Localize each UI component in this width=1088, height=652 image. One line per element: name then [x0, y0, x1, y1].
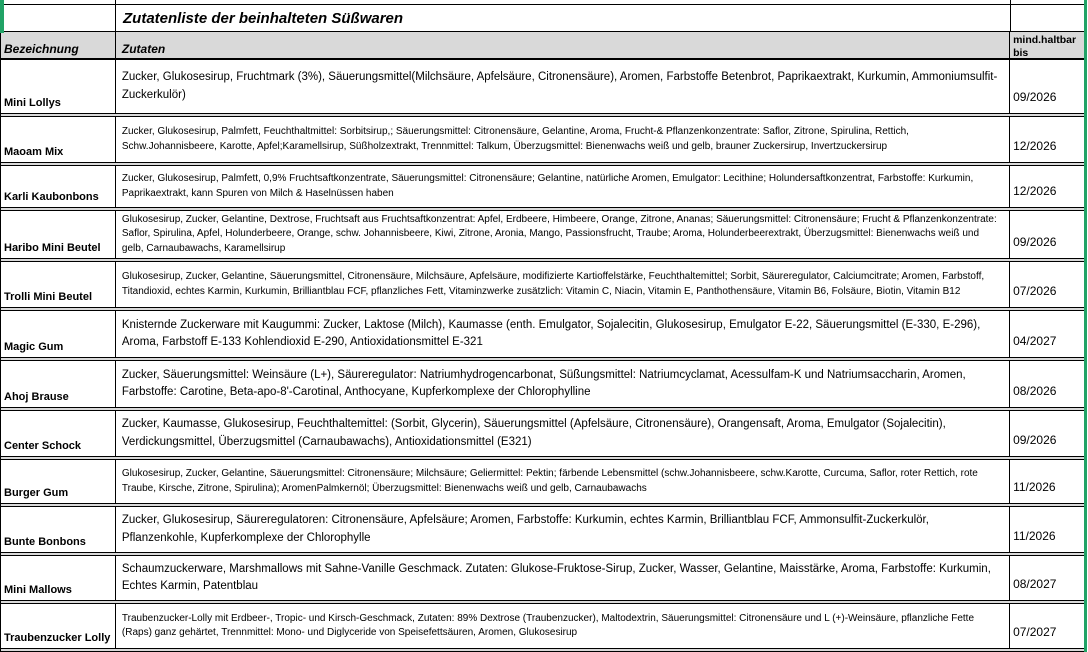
ingredients-text: Zucker, Kaumasse, Glukosesirup, Feuchthaltemittel: (Sorbit, Glycerin), Säuerungsmittel (Apfelsäure, Citronensäure), Orangensaft, Aroma, Emulgator (Sojalecitin), Verdickungsmittel, Überzugsmittel (Carnaubawachs), Antioxidationsmittel (E321) — [121, 418, 946, 448]
ingredients-text: Glukosesirup, Zucker, Gelantine, Säuerungsmittel: Citronensäure; Milchsäure; Geliermittel: Pektin; färbende Lebensmittel (schw.Johannisbeere, schw.Karotte, Curcuma, Saflor, roter Rettich, rote Traube, Kirsche, Zitrone, Spirulina); AromenPalmkernöl; Überzugsmittel: Bienenwachs weiß und gelb, Carnaubawachs — [121, 468, 978, 494]
best-before-value[interactable]: 07/2026 — [1013, 284, 1057, 298]
table-row — [1, 507, 1085, 552]
best-before-value[interactable]: 07/2027 — [1013, 625, 1057, 639]
table-row — [1, 361, 1085, 407]
title-row-empty-cell[interactable] — [1, 5, 116, 31]
print-area-marker-left — [0, 0, 4, 33]
ingredients-cell[interactable] — [116, 211, 1010, 258]
table-row — [1, 311, 1085, 357]
table-row — [1, 556, 1085, 600]
best-before-value[interactable]: 08/2027 — [1013, 577, 1057, 591]
ingredients-cell[interactable] — [116, 262, 1010, 307]
table-header — [1, 32, 1085, 60]
ingredients-cell[interactable] — [116, 60, 1010, 113]
ingredients-text: Schaumzuckerware, Marshmallows mit Sahne-Vanille Geschmack. Zutaten: Glukose-Fruktose-Sirup, Zucker, Wasser, Gelantine, Maisstärke, Aroma, Farbstoffe: Kurkumin, Echtes Karmin, Patentblau — [121, 562, 991, 592]
title-row — [1, 5, 1085, 32]
ingredients-text: Zucker, Säuerungsmittel: Weinsäure (L+), Säureregulator: Natriumhydrogencarbonat, Süßungsmittel: Natriumcyclamat, Acessulfam-K und Natriumsaccharin, Aromen, Farbstoffe: Carotine, Beta-apo-8'-Carotinal, Anthocyane, Kupferkomplexe der Chlorophylline — [121, 368, 966, 398]
best-before-value[interactable]: 04/2027 — [1013, 334, 1057, 348]
product-name[interactable]: Ahoj Brause — [1, 361, 116, 407]
column-header-zutaten[interactable]: Zutaten — [116, 32, 1010, 58]
ingredients-cell[interactable] — [116, 311, 1010, 357]
ingredients-text: Zucker, Glukosesirup, Säureregulatoren: Citronensäure, Apfelsäure; Aromen, Farbstoffe: Kurkumin, echtes Karmin, Brilliantblau FCF, Ammonsulfit-Zuckerkulör, Pflanzenkohle, Kupferkomplexe der Chlorophylle — [121, 514, 929, 544]
table-row — [1, 411, 1085, 456]
ingredients-text: Glukosesirup, Zucker, Gelantine, Dextrose, Fruchtsaft aus Fruchtsaftkonzentrat: Apfel, Erdbeere, Himbeere, Orange, Zitrone, Ananas; Säuerungsmittel: Citronensäure; Frucht & Pflanzenkonzentrate: Saflor, Spirulina, Apfel, Holunderbeere, Orange, schw. Johannisbeere, Kiwi, Zitrone, Aronia, Mango, Passionsfrucht, Traube; Aroma, Holunderbeerextrakt, Überzugsmittel: Bienenwachs weiß und gelb, Carnaubawachs, Karamellsirup — [121, 213, 997, 254]
best-before-value[interactable]: 11/2026 — [1013, 529, 1056, 543]
product-name[interactable]: Bunte Bonbons — [1, 507, 116, 552]
ingredients-cell[interactable] — [116, 604, 1010, 648]
print-area-marker-right — [1084, 0, 1087, 652]
best-before-value[interactable]: 08/2026 — [1013, 384, 1057, 398]
product-name[interactable]: Trolli Mini Beutel — [1, 262, 116, 307]
ingredients-text: Zucker, Glukosesirup, Palmfett, 0,9% Fruchtsaftkonzentrate, Säuerungsmittel: Citronensäure; Gelantine, natürliche Aromen, Emulgator: Lecithine; Holundersaftkonzentrat, Farbstoffe: Kurkumin, Paprikaextrakt, kann Spuren von Milch & Haselnüssen haben — [121, 173, 974, 199]
ingredients-text: Knisternde Zuckerware mit Kaugummi: Zucker, Laktose (Milch), Kaumasse (enth. Emulgator, Sojalecitin, Glukosesirup, Emulgator E-22, Säuerungsmittel (E-330, E-296), Aroma, Farbstoff E-133 Kohlendioxid E-290, Antioxidationsmittel E-321 — [121, 318, 981, 348]
page-title[interactable]: Zutatenliste der beinhalteten Süßwaren — [116, 5, 1011, 31]
ingredients-cell[interactable] — [116, 507, 1010, 552]
table-row — [1, 211, 1085, 258]
table-body — [1, 60, 1085, 652]
table-row — [1, 60, 1085, 113]
ingredients-cell[interactable] — [116, 460, 1010, 503]
product-name[interactable]: Maoam Mix — [1, 117, 116, 162]
ingredients-text: Traubenzucker-Lolly mit Erdbeer-, Tropic- und Kirsch-Geschmack, Zutaten: 89% Dextrose (Traubenzucker), Maltodextrin, Säuerungsmittel: Citronensäure und L (+)-Weinsäure, pflanzliche Fette (Raps) ganz gehärtet, Trennmittel: Mono- und Diglyceride von Speisefettsäuren, Aromen, Glukosesirup — [121, 612, 975, 638]
product-name[interactable]: Karli Kaubonbons — [1, 166, 116, 207]
best-before-value[interactable]: 09/2026 — [1013, 235, 1057, 249]
product-name[interactable]: Traubenzucker Lolly — [1, 604, 116, 648]
product-name[interactable]: Mini Mallows — [1, 556, 116, 600]
column-header-best-before[interactable]: mind.haltbar bis — [1013, 34, 1077, 59]
row-separator — [1, 648, 1086, 652]
ingredients-text: Zucker, Glukosesirup, Fruchtmark (3%), Säuerungsmittel(Milchsäure, Apfelsäure, Citronensäure), Aromen, Farbstoffe Betenbrot, Paprikaextrakt, Kurkumin, Ammoniumsulfit-Zuckerkulör) — [121, 71, 998, 101]
table-row — [1, 166, 1085, 207]
ingredients-text: Zucker, Glukosesirup, Palmfett, Feuchthaltmittel: Sorbitsirup,; Säuerungsmittel: Citronensäure, Gelantine, Aroma, Frucht-& Pflanzenkonzentrate: Saflor, Zitrone, Spirulina, Rettich, Schw.Johannisbeere, Karotte, Apfel;Karamellsirup, Süßholzextrakt, Trennmittel: Talkum, Überzugsmittel: Bienenwachs weiß und gelb, brauner Zuckersirup, Invertzuckersirup — [121, 126, 909, 152]
table-row — [1, 117, 1085, 162]
ingredients-cell[interactable] — [116, 361, 1010, 407]
best-before-value[interactable]: 12/2026 — [1013, 184, 1057, 198]
product-name[interactable]: Center Schock — [1, 411, 116, 456]
ingredients-cell[interactable] — [116, 411, 1010, 456]
ingredients-cell[interactable] — [116, 117, 1010, 162]
product-name[interactable]: Burger Gum — [1, 460, 116, 503]
table-row — [1, 262, 1085, 307]
best-before-value[interactable]: 09/2026 — [1013, 90, 1057, 104]
product-name[interactable]: Mini Lollys — [1, 60, 116, 113]
table-row — [1, 604, 1085, 648]
column-header-bezeichnung[interactable]: Bezeichnung — [1, 32, 116, 58]
best-before-value[interactable]: 12/2026 — [1013, 139, 1057, 153]
product-name[interactable]: Magic Gum — [1, 311, 116, 357]
ingredients-cell[interactable] — [116, 166, 1010, 207]
best-before-value[interactable]: 09/2026 — [1013, 433, 1057, 447]
best-before-value[interactable]: 11/2026 — [1013, 480, 1056, 494]
product-name[interactable]: Haribo Mini Beutel — [1, 211, 116, 258]
ingredients-text: Glukosesirup, Zucker, Gelantine, Säuerungsmittel, Citronensäure, Milchsäure, Apfelsäure, modifizierte Kartioffelstärke, Feuchthaltemittel; Sorbit, Säureregulator, Calciumcitrate; Aromen, Farbstoff, Titandioxid, echtes Karmin, Kurkumin, Brilliantblau FCF, pflanzliches Fett, Vitaminzwerke zusätzlich: Vitamin C, Niacin, Vitamin E, Panthothensäure, Vitamin B6, Folsäure, Biotin, Vitamin B12 — [121, 271, 985, 297]
ingredients-cell[interactable] — [116, 556, 1010, 600]
table-row — [1, 460, 1085, 503]
